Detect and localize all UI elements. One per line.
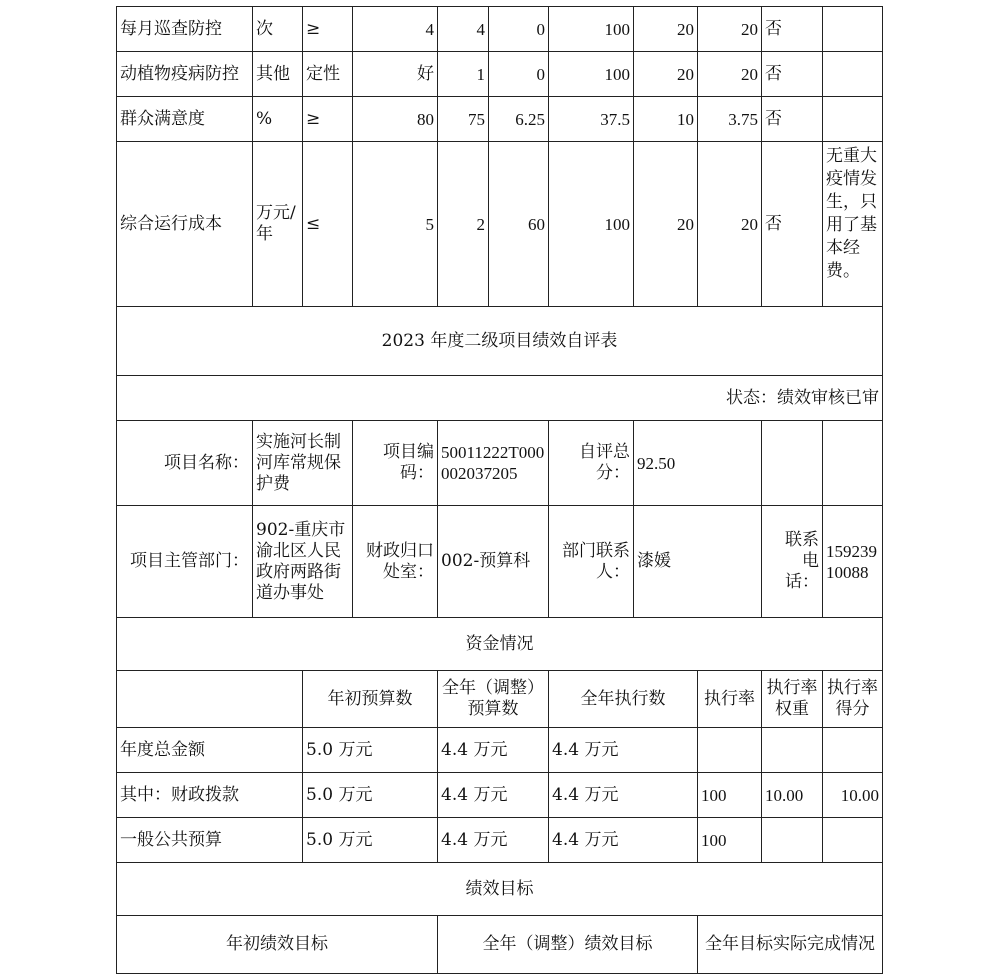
goals-section-title: 绩效目标 — [116, 862, 883, 916]
indicator-actual-cell: 75 — [437, 96, 489, 142]
indicator-weight-cell: 20 — [633, 141, 698, 307]
funds-row-adjusted: 4.4 万元 — [437, 817, 549, 863]
indicator-name-cell: 动植物疫病防控 — [116, 51, 253, 97]
indicator-name-cell: 群众满意度 — [116, 96, 253, 142]
funds-header-adjusted-budget: 全年（调整）预算数 — [437, 670, 549, 728]
self-score-label: 自评总分： — [548, 420, 634, 506]
indicator-unit-cell: 万元/年 — [252, 141, 303, 307]
form-title: 2023 年度二级项目绩效自评表 — [116, 306, 883, 376]
empty-cell — [761, 420, 823, 506]
finance-office-value: 002-预算科 — [437, 505, 549, 618]
funds-row-score — [822, 727, 883, 773]
funds-row-label: 其中：财政拨款 — [116, 772, 303, 818]
indicator-name-cell: 每月巡查防控 — [116, 6, 253, 52]
project-code-value: 50011222T000002037205 — [437, 420, 549, 506]
funds-header-rate-weight: 执行率权重 — [761, 670, 823, 728]
indicator-value-cell: 100 — [548, 141, 634, 307]
project-code-label: 项目编码： — [352, 420, 438, 506]
finance-office-label: 财政归口处室： — [352, 505, 438, 618]
indicator-operator-cell: 定性 — [302, 51, 353, 97]
contact-person-label: 部门联系人： — [548, 505, 634, 618]
project-name-value: 实施河长制河库常规保护费 — [252, 420, 353, 506]
funds-row-label: 一般公共预算 — [116, 817, 303, 863]
indicator-value-cell: 0 — [488, 6, 549, 52]
audit-status: 状态：绩效审核已审 — [116, 375, 883, 421]
indicator-unit-cell: 次 — [252, 6, 303, 52]
indicator-unit-cell: % — [252, 96, 303, 142]
indicator-target-cell: 80 — [352, 96, 438, 142]
indicator-note-cell — [822, 51, 883, 97]
indicator-operator-cell: ≥ — [302, 6, 353, 52]
indicator-value-cell: 0 — [488, 51, 549, 97]
funds-row-rate: 100 — [697, 772, 762, 818]
indicator-value-cell: 100 — [548, 6, 634, 52]
funds-row-budget: 5.0 万元 — [302, 817, 438, 863]
indicator-flag-cell: 否 — [761, 51, 823, 97]
funds-section-title: 资金情况 — [116, 617, 883, 671]
funds-row-label: 年度总金额 — [116, 727, 303, 773]
project-name-label: 项目名称： — [116, 420, 253, 506]
indicator-value-cell: 37.5 — [548, 96, 634, 142]
funds-row-score: 10.00 — [822, 772, 883, 818]
indicator-target-cell: 好 — [352, 51, 438, 97]
funds-row-adjusted: 4.4 万元 — [437, 772, 549, 818]
funds-row-weight — [761, 817, 823, 863]
phone-label: 联系电话： — [761, 505, 823, 618]
funds-row-rate — [697, 727, 762, 773]
indicator-weight-cell: 20 — [633, 6, 698, 52]
funds-row-adjusted: 4.4 万元 — [437, 727, 549, 773]
indicator-score-cell: 20 — [697, 51, 762, 97]
funds-row-budget: 5.0 万元 — [302, 772, 438, 818]
indicator-target-cell: 4 — [352, 6, 438, 52]
funds-row-score — [822, 817, 883, 863]
self-score-value: 92.50 — [633, 420, 762, 506]
indicator-name-cell: 综合运行成本 — [116, 141, 253, 307]
indicator-value-cell: 100 — [548, 51, 634, 97]
goals-adjusted-header: 全年（调整）绩效目标 — [437, 915, 698, 974]
dept-value: 902-重庆市渝北区人民政府两路街道办事处 — [252, 505, 353, 618]
funds-row-budget: 5.0 万元 — [302, 727, 438, 773]
indicator-note-cell — [822, 6, 883, 52]
indicator-weight-cell: 20 — [633, 51, 698, 97]
funds-header-rate-score: 执行率得分 — [822, 670, 883, 728]
indicator-score-cell: 20 — [697, 141, 762, 307]
funds-row-executed: 4.4 万元 — [548, 817, 698, 863]
funds-header-exec-rate: 执行率 — [697, 670, 762, 728]
indicator-actual-cell: 1 — [437, 51, 489, 97]
empty-cell — [822, 420, 883, 506]
funds-row-rate: 100 — [697, 817, 762, 863]
indicator-score-cell: 3.75 — [697, 96, 762, 142]
indicator-score-cell: 20 — [697, 6, 762, 52]
indicator-note-cell: 无重大疫情发生，只用了基本经费。 — [822, 141, 883, 307]
funds-header-executed: 全年执行数 — [548, 670, 698, 728]
indicator-operator-cell: ≤ — [302, 141, 353, 307]
funds-row-weight: 10.00 — [761, 772, 823, 818]
indicator-operator-cell: ≥ — [302, 96, 353, 142]
indicator-weight-cell: 10 — [633, 96, 698, 142]
indicator-flag-cell: 否 — [761, 96, 823, 142]
indicator-target-cell: 5 — [352, 141, 438, 307]
indicator-actual-cell: 4 — [437, 6, 489, 52]
funds-row-executed: 4.4 万元 — [548, 772, 698, 818]
goals-initial-header: 年初绩效目标 — [116, 915, 438, 974]
funds-row-executed: 4.4 万元 — [548, 727, 698, 773]
indicator-flag-cell: 否 — [761, 6, 823, 52]
funds-row-weight — [761, 727, 823, 773]
phone-value: 15923910088 — [822, 505, 883, 618]
indicator-value-cell: 6.25 — [488, 96, 549, 142]
indicator-note-cell — [822, 96, 883, 142]
indicator-actual-cell: 2 — [437, 141, 489, 307]
funds-header-initial-budget: 年初预算数 — [302, 670, 438, 728]
contact-person-value: 漆媛 — [633, 505, 762, 618]
funds-header-empty — [116, 670, 303, 728]
dept-label: 项目主管部门： — [116, 505, 253, 618]
goals-actual-header: 全年目标实际完成情况 — [697, 915, 883, 974]
indicator-flag-cell: 否 — [761, 141, 823, 307]
indicator-unit-cell: 其他 — [252, 51, 303, 97]
indicator-value-cell: 60 — [488, 141, 549, 307]
